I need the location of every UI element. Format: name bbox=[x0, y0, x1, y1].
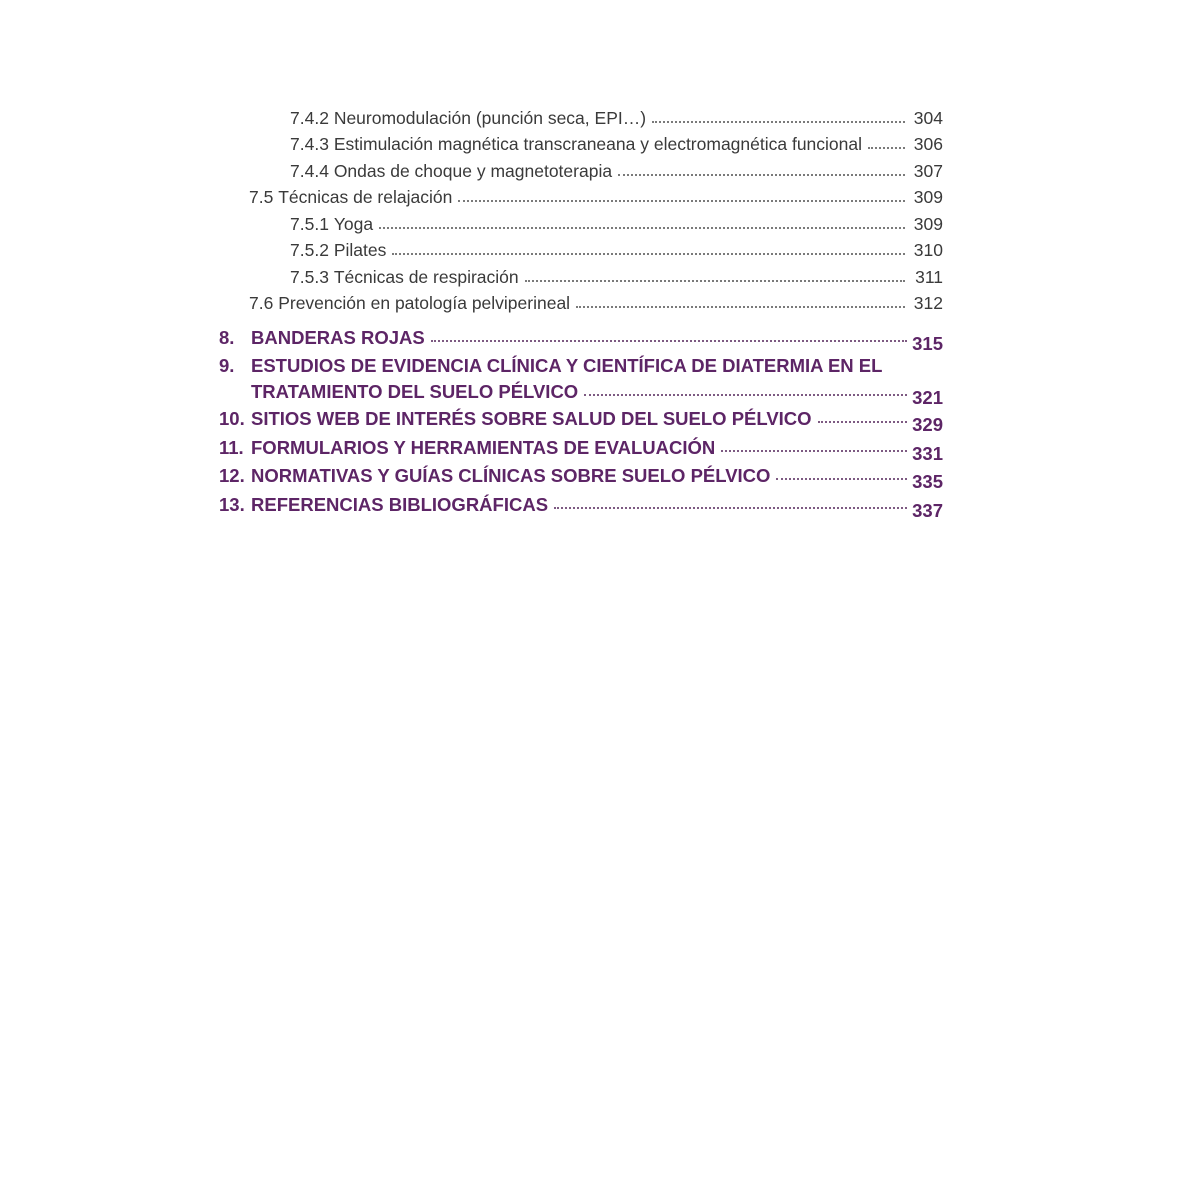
toc-chapter-11[interactable] bbox=[219, 433, 943, 464]
entry-title: Neuromodulación (punción seca, EPI…) bbox=[333, 108, 647, 128]
dot-leader bbox=[458, 200, 905, 202]
entry-page: 306 bbox=[913, 134, 943, 154]
toc-chapter-8[interactable] bbox=[219, 323, 943, 354]
dot-leader bbox=[525, 280, 905, 282]
dot-leader bbox=[554, 507, 907, 509]
chapter-line-2 bbox=[219, 377, 943, 408]
entry-title: Técnicas de respiración bbox=[333, 267, 519, 287]
toc-chapter-13[interactable] bbox=[219, 490, 943, 521]
toc-entry-7-5-1[interactable] bbox=[290, 209, 943, 235]
entry-number: 7.4.4 bbox=[290, 161, 329, 181]
entry-title: Técnicas de relajación bbox=[278, 187, 453, 207]
dot-leader bbox=[776, 478, 907, 480]
entry-number: 7.6 bbox=[249, 293, 274, 313]
chapter-number: 13. bbox=[219, 494, 245, 515]
toc-entry-7-5[interactable] bbox=[249, 182, 943, 208]
entry-title: Prevención en patología pelviperineal bbox=[278, 293, 571, 313]
dot-leader bbox=[818, 421, 907, 423]
chapter-number: 9. bbox=[219, 355, 235, 376]
chapter-page: 337 bbox=[912, 500, 943, 521]
entry-page: 309 bbox=[913, 214, 943, 234]
entry-title: Estimulación magnética transcraneana y electromagnética funcional bbox=[333, 134, 863, 154]
entry-number: 7.5 bbox=[249, 187, 274, 207]
chapter-title: NORMATIVAS Y GUÍAS CLÍNICAS SOBRE SUELO PÉLVICO bbox=[251, 465, 771, 486]
dot-leader bbox=[618, 174, 905, 176]
chapter-number: 11. bbox=[219, 437, 244, 458]
entry-number: 7.5.2 bbox=[290, 240, 329, 260]
chapter-page: 335 bbox=[912, 471, 943, 492]
toc-chapter-10[interactable] bbox=[219, 404, 943, 435]
toc-entry-7-5-2[interactable] bbox=[290, 235, 943, 261]
entry-title: Yoga bbox=[333, 214, 374, 234]
entry-number: 7.5.3 bbox=[290, 267, 329, 287]
chapter-title-line-1: ESTUDIOS DE EVIDENCIA CLÍNICA Y CIENTÍFICA DE DIATERMIA EN EL bbox=[251, 355, 883, 376]
chapter-line-1 bbox=[219, 351, 943, 377]
toc-chapter-9[interactable] bbox=[219, 351, 943, 408]
dot-leader bbox=[721, 450, 907, 452]
chapter-title-line-2: TRATAMIENTO DEL SUELO PÉLVICO bbox=[251, 381, 579, 402]
chapter-page: 329 bbox=[912, 414, 943, 435]
chapter-page: 331 bbox=[912, 443, 943, 464]
toc-entry-7-5-3[interactable] bbox=[290, 262, 943, 288]
dot-leader bbox=[576, 306, 905, 308]
chapter-page: 321 bbox=[912, 387, 943, 408]
toc-entry-7-4-2[interactable] bbox=[290, 103, 943, 129]
entry-page: 304 bbox=[913, 108, 943, 128]
entry-page: 309 bbox=[913, 187, 943, 207]
entry-page: 307 bbox=[913, 161, 943, 181]
chapter-number: 8. bbox=[219, 327, 235, 348]
entry-number: 7.4.2 bbox=[290, 108, 329, 128]
chapter-title: FORMULARIOS Y HERRAMIENTAS DE EVALUACIÓN bbox=[251, 437, 716, 458]
chapter-page: 315 bbox=[912, 333, 943, 354]
entry-title: Pilates bbox=[333, 240, 387, 260]
dot-leader bbox=[392, 253, 905, 255]
toc-entry-7-6[interactable] bbox=[249, 288, 943, 314]
chapter-title: REFERENCIAS BIBLIOGRÁFICAS bbox=[251, 494, 549, 515]
chapter-title: SITIOS WEB DE INTERÉS SOBRE SALUD DEL SUELO PÉLVICO bbox=[251, 408, 812, 429]
dot-leader bbox=[379, 227, 905, 229]
entry-number: 7.4.3 bbox=[290, 134, 329, 154]
toc-chapter-12[interactable] bbox=[219, 461, 943, 492]
dot-leader bbox=[652, 121, 905, 123]
entry-number: 7.5.1 bbox=[290, 214, 329, 234]
entry-title: Ondas de choque y magnetoterapia bbox=[333, 161, 613, 181]
chapter-number: 12. bbox=[219, 465, 245, 486]
entry-page: 312 bbox=[913, 293, 943, 313]
toc-entry-7-4-4[interactable] bbox=[290, 156, 943, 182]
entry-page: 311 bbox=[915, 267, 943, 287]
dot-leader bbox=[431, 340, 907, 342]
toc-entry-7-4-3[interactable] bbox=[290, 129, 943, 155]
chapter-title: BANDERAS ROJAS bbox=[251, 327, 425, 348]
entry-page: 310 bbox=[913, 240, 943, 260]
dot-leader bbox=[584, 394, 907, 396]
dot-leader bbox=[868, 147, 905, 149]
chapter-number: 10. bbox=[219, 408, 245, 429]
